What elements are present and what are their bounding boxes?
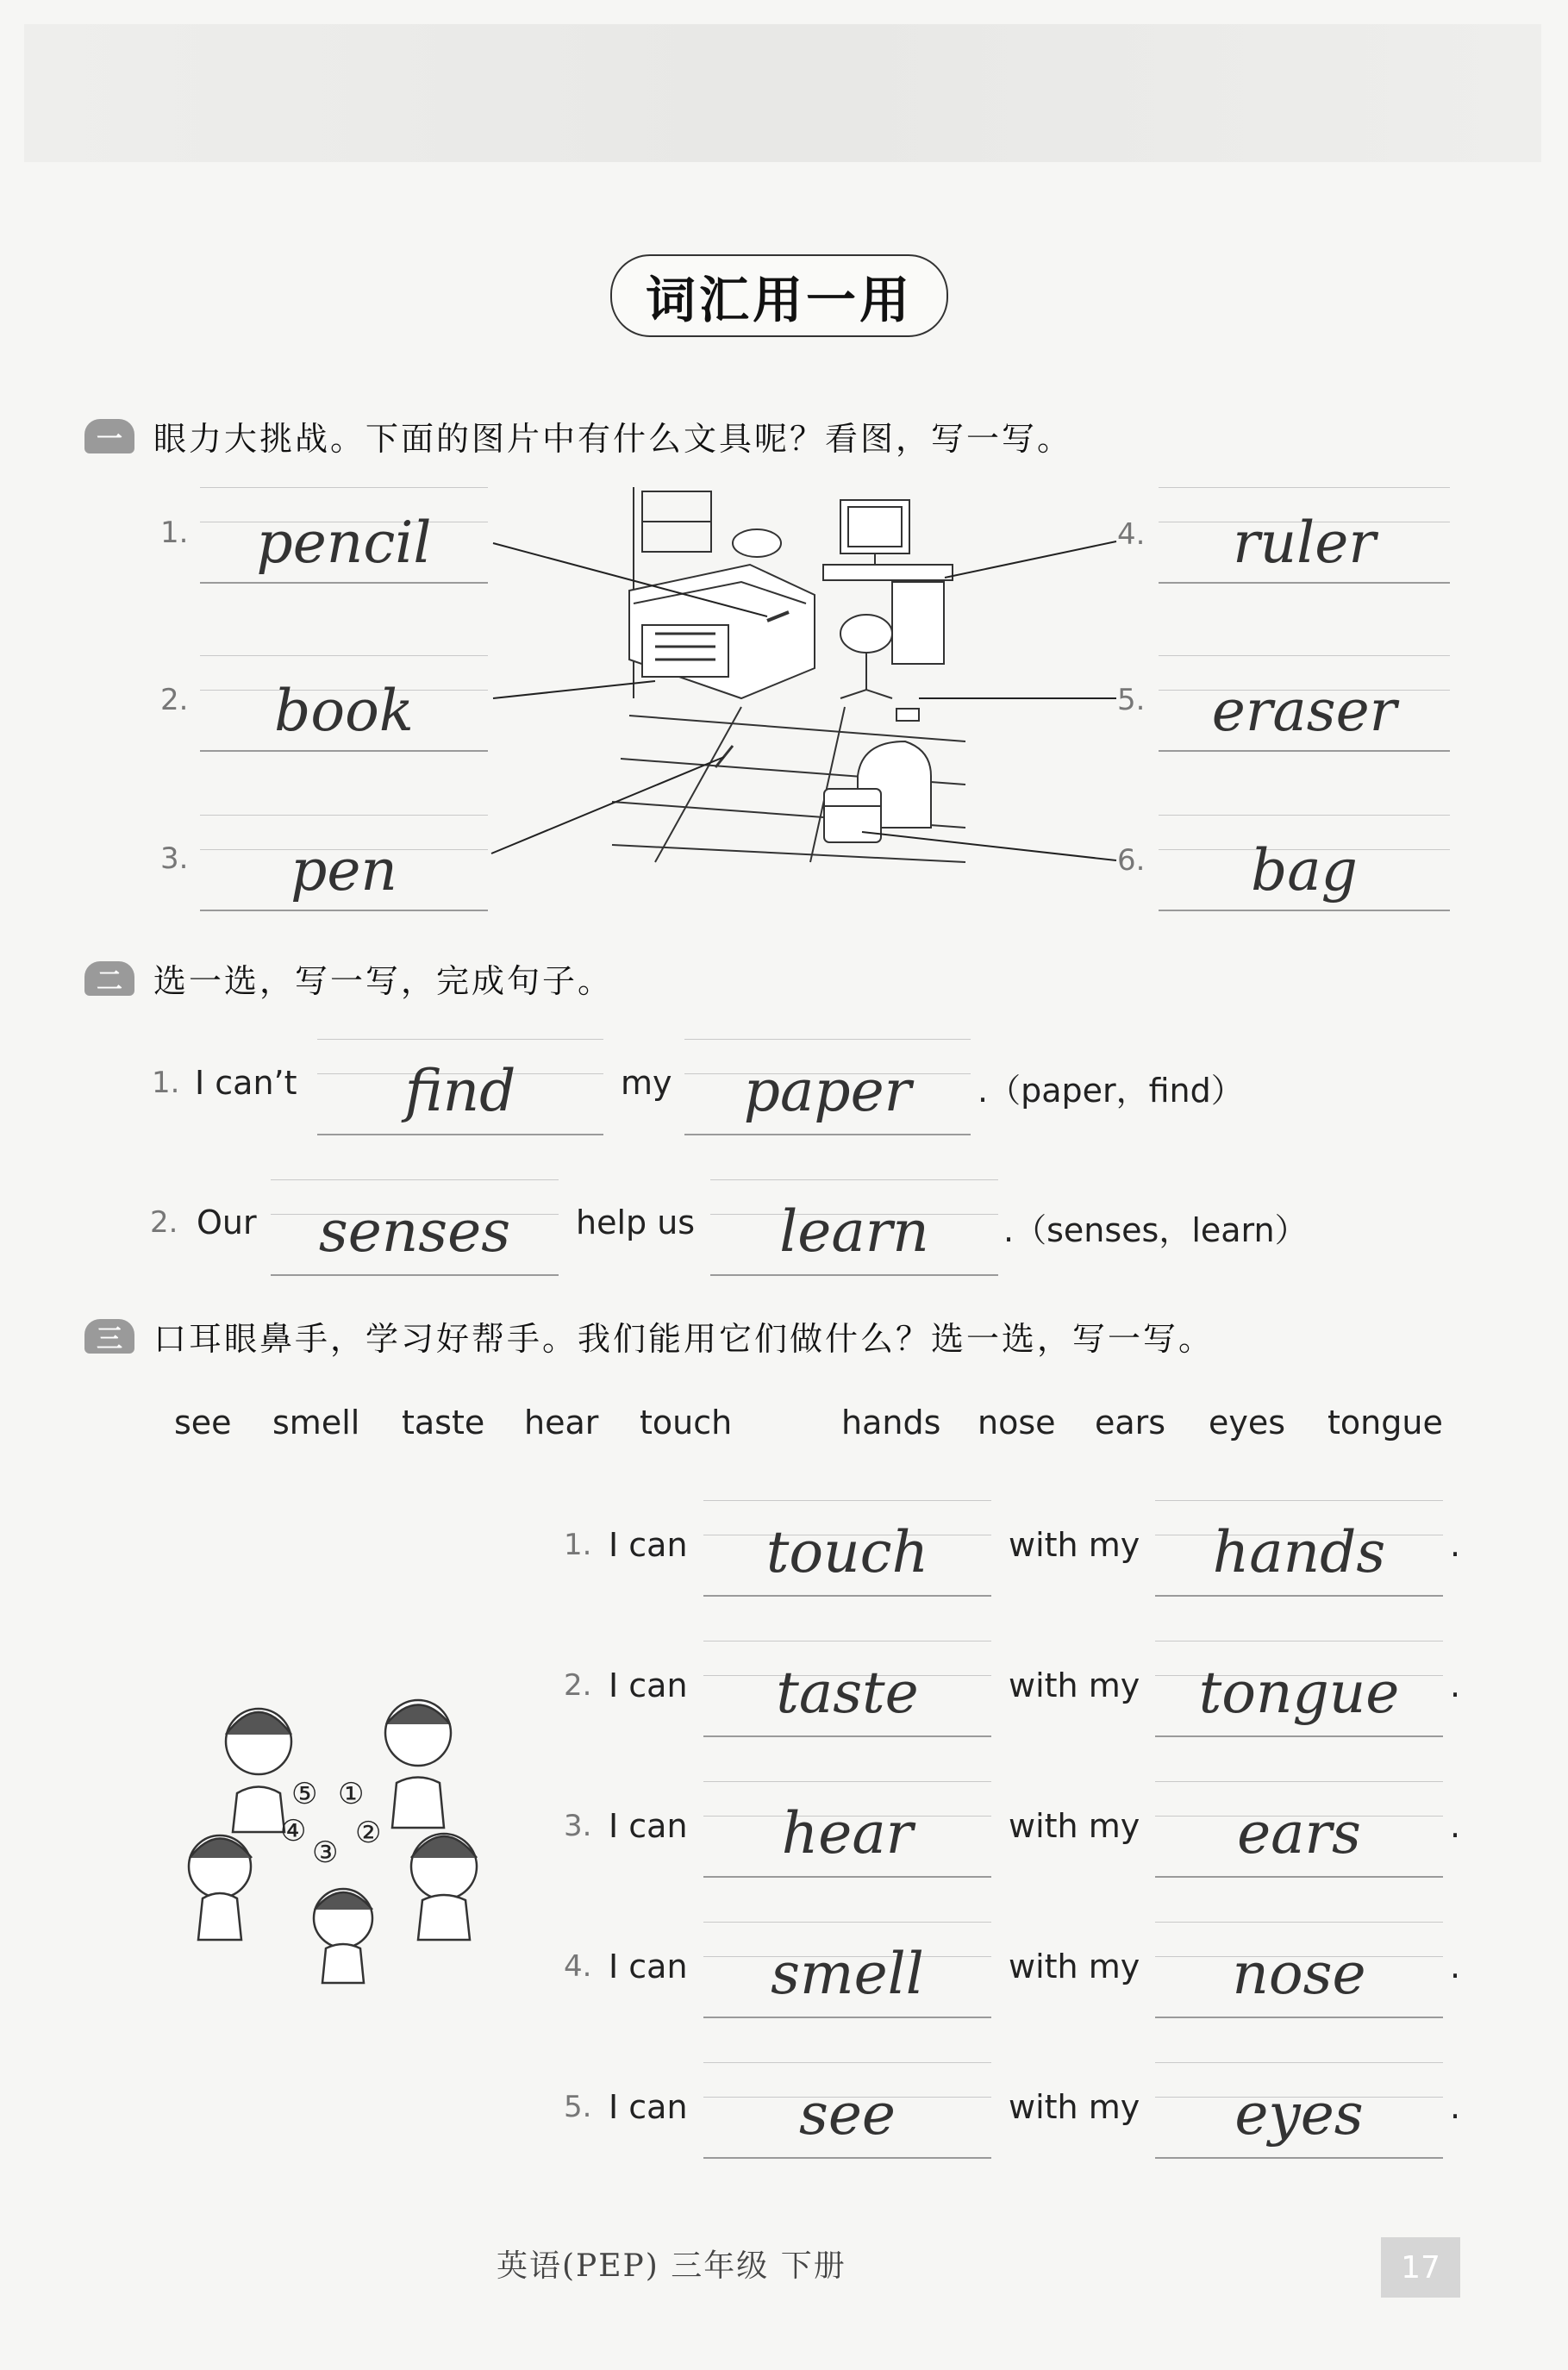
item-number: 2. <box>150 1205 178 1240</box>
sentence-period: . <box>1450 1667 1461 1704</box>
sentence-hint: .（senses，learn） <box>1003 1211 1308 1249</box>
sentence-text: with my <box>1009 2088 1140 2126</box>
answer-text: smell <box>771 1941 924 2007</box>
answer-text: ruler <box>1233 510 1376 576</box>
picture-marker: ③ <box>312 1835 339 1870</box>
item-number: 6. <box>1117 843 1146 878</box>
section-instruction: 选一选，写一写，完成句子。 <box>153 962 614 1000</box>
sentence-hint: .（paper，find） <box>978 1072 1244 1110</box>
answer-text: find <box>404 1058 516 1124</box>
answer-text: eyes <box>1234 2081 1364 2148</box>
answer-text: taste <box>776 1660 919 1726</box>
answer-text: tongue <box>1198 1660 1400 1726</box>
sentence-text: I can <box>609 1948 688 1985</box>
children-illustration <box>155 1681 534 2000</box>
blank-verb[interactable] <box>703 1781 991 1902</box>
sentence-text: I can’t <box>195 1064 297 1102</box>
sentence-text: with my <box>1009 1948 1140 1985</box>
answer-line-pen[interactable] <box>200 815 488 935</box>
answer-text: ears <box>1237 1800 1361 1867</box>
sentence-text: I can <box>609 1667 688 1704</box>
word-bank-verb: touch <box>640 1404 733 1441</box>
answer-line-eraser[interactable] <box>1159 655 1450 776</box>
sentence-period: . <box>1450 1526 1461 1564</box>
blank-senses[interactable] <box>271 1179 559 1300</box>
item-number: 3. <box>564 1809 592 1843</box>
section-number-badge: 三 <box>84 1319 134 1354</box>
picture-marker: ④ <box>280 1814 307 1848</box>
sentence-text: with my <box>1009 1667 1140 1704</box>
section-number-badge: 二 <box>84 961 134 996</box>
sentence-text: my <box>621 1064 672 1102</box>
section3-header <box>84 1312 1214 1360</box>
sentence-text: with my <box>1009 1526 1140 1564</box>
sentence-period: . <box>1450 2088 1461 2126</box>
word-bank-verb: taste <box>402 1404 485 1441</box>
answer-text: senses <box>318 1198 511 1265</box>
answer-text: learn <box>779 1198 929 1265</box>
sentence-text: with my <box>1009 1807 1140 1845</box>
picture-marker: ⑤ <box>291 1777 318 1811</box>
sentence-text: I can <box>609 1807 688 1845</box>
section-instruction: 眼力大挑战。下面的图片中有什么文具呢？看图，写一写。 <box>153 420 1073 458</box>
blank-noun[interactable] <box>1155 1922 1443 2042</box>
answer-text: bag <box>1251 837 1358 904</box>
section1-header <box>84 412 1072 460</box>
answer-text: paper <box>743 1058 912 1124</box>
answer-text: book <box>274 678 414 744</box>
picture-marker: ① <box>338 1777 365 1811</box>
blank-paper[interactable] <box>684 1039 971 1160</box>
page-header-shade <box>24 24 1541 162</box>
answer-text: touch <box>765 1519 929 1585</box>
section2-header <box>84 954 613 1002</box>
book-footer: 英语(PEP) 三年级 下册 <box>497 2248 846 2284</box>
blank-noun[interactable] <box>1155 1641 1443 1761</box>
page-title: 词汇用一用 <box>610 254 948 337</box>
sentence-period: . <box>1450 1807 1461 1845</box>
answer-line-book[interactable] <box>200 655 488 776</box>
section-instruction: 口耳眼鼻手，学习好帮手。我们能用它们做什么？选一选，写一写。 <box>153 1320 1215 1358</box>
item-number: 1. <box>564 1528 592 1562</box>
blank-verb[interactable] <box>703 1500 991 1621</box>
item-number: 2. <box>564 1668 592 1703</box>
blank-verb[interactable] <box>703 1922 991 2042</box>
section-number-badge: 一 <box>84 419 134 453</box>
sentence-text: help us <box>576 1204 696 1241</box>
sentence-text: I can <box>609 1526 688 1564</box>
blank-noun[interactable] <box>1155 1781 1443 1902</box>
sentence-text: I can <box>609 2088 688 2126</box>
answer-text: see <box>799 2081 896 2148</box>
picture-marker: ② <box>355 1816 382 1850</box>
item-number: 1. <box>152 1066 180 1100</box>
answer-text: nose <box>1232 1941 1366 2007</box>
word-bank-noun: hands <box>841 1404 941 1441</box>
blank-learn[interactable] <box>710 1179 998 1300</box>
word-bank-noun: tongue <box>1327 1404 1443 1441</box>
item-number: 5. <box>1117 683 1146 717</box>
blank-noun[interactable] <box>1155 1500 1443 1621</box>
item-number: 3. <box>160 841 189 876</box>
answer-line-ruler[interactable] <box>1159 487 1450 608</box>
blank-find[interactable] <box>317 1039 603 1160</box>
answer-text: hands <box>1212 1519 1386 1585</box>
answer-text: eraser <box>1211 678 1397 744</box>
word-bank-verb: smell <box>272 1404 360 1441</box>
item-number: 5. <box>564 2090 592 2124</box>
answer-line-pencil[interactable] <box>200 487 488 608</box>
item-number: 4. <box>564 1949 592 1984</box>
item-number: 2. <box>160 683 189 717</box>
answer-line-bag[interactable] <box>1159 815 1450 935</box>
page-number: 17 <box>1381 2237 1460 2298</box>
word-bank-verb: see <box>174 1404 232 1441</box>
item-number: 4. <box>1117 517 1146 552</box>
blank-verb[interactable] <box>703 2062 991 2183</box>
word-bank-noun: ears <box>1095 1404 1166 1441</box>
blank-verb[interactable] <box>703 1641 991 1761</box>
answer-text: pen <box>290 837 397 904</box>
item-number: 1. <box>160 516 189 550</box>
answer-text: hear <box>781 1800 914 1867</box>
word-bank-noun: nose <box>978 1404 1056 1441</box>
word-bank-verb: hear <box>524 1404 599 1441</box>
bedroom-illustration <box>483 483 1138 871</box>
sentence-text: Our <box>197 1204 257 1241</box>
word-bank-noun: eyes <box>1209 1404 1286 1441</box>
sentence-period: . <box>1450 1948 1461 1985</box>
blank-noun[interactable] <box>1155 2062 1443 2183</box>
answer-text: pencil <box>256 510 432 576</box>
